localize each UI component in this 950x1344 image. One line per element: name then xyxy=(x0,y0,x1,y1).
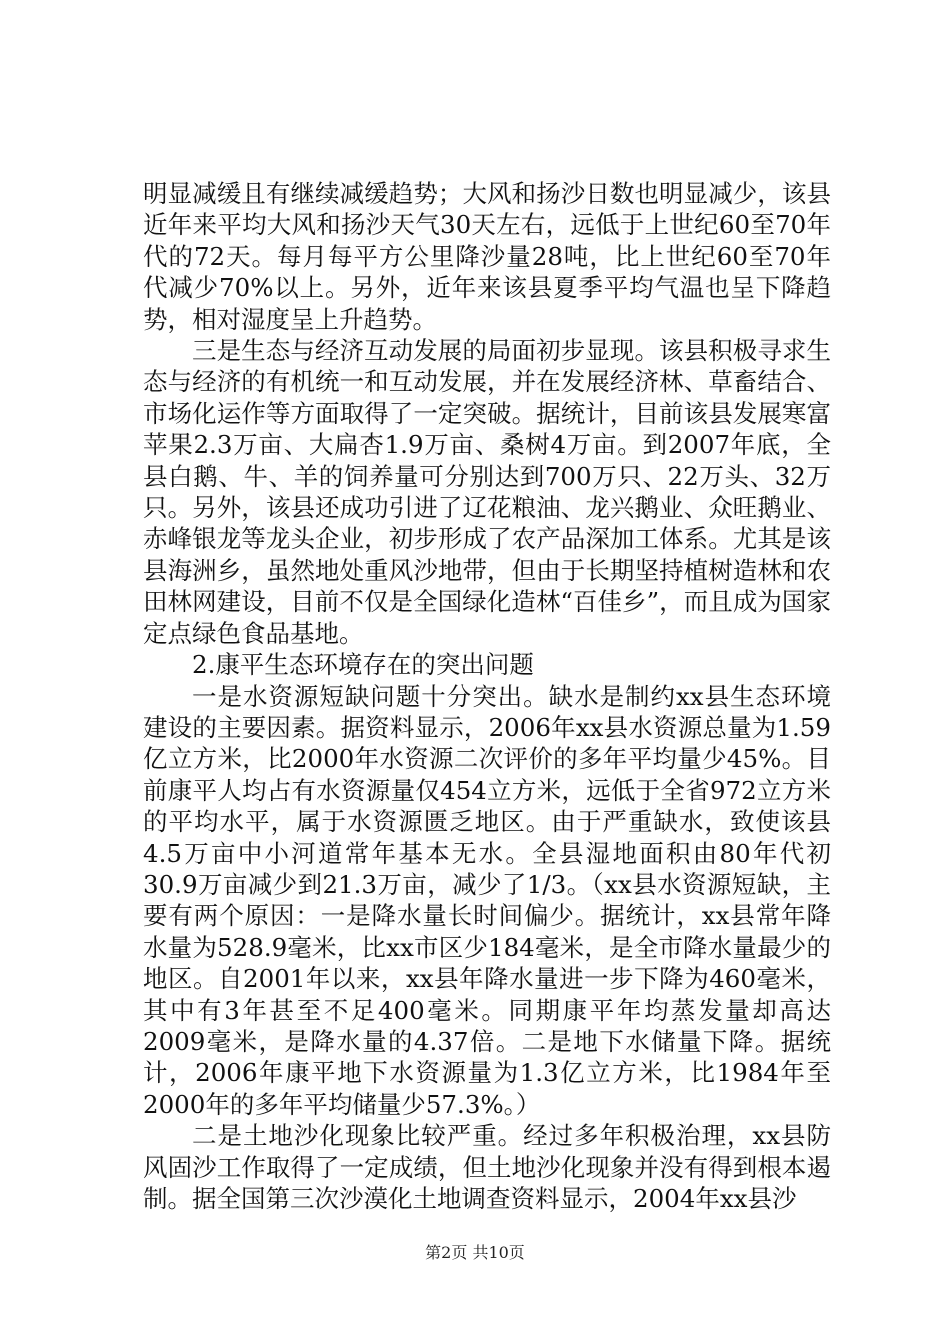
paragraph-continuation: 明显减缓且有继续减缓趋势；大风和扬沙日数也明显减少，该县近年来平均大风和扬沙天气30天左右，远低于上世纪60至70年代的72天。每月每平方公里降沙量28吨，比上世纪60至70年代减少70%以上。另外，近年来该县夏季平均气温也呈下降趋势，相对湿度呈上升趋势。 xyxy=(143,179,831,334)
document-body xyxy=(143,178,831,1214)
paragraph-water-shortage: 一是水资源短缺问题十分突出。缺水是制约xx县生态环境建设的主要因素。据资料显示，2006年xx县水资源总量为1.59亿立方米，比2000年水资源二次评价的多年平均量少45%。目前康平人均占有水资源量仅454立方米，远低于全省972立方米的平均水平，属于水资源匮乏地区。由于严重缺水，致使该县4.5万亩中小河道常年基本无水。全县湿地面积由80年代初30.9万亩减少到21.3万亩，减少了1/3。（xx县水资源短缺，主要有两个原因：一是降水量长时间偏少。据统计，xx县常年降水量为528.9毫米，比xx市区少184毫米，是全市降水量最少的地区。自2001年以来，xx县年降水量进一步下降为460毫米，其中有3年甚至不足400毫米。同期康平年均蒸发量却高达2009毫米，是降水量的4.37倍。二是地下水储量下降。据统计，2006年康平地下水资源量为1.3亿立方米，比1984年至2000年的多年平均储量少57.3%。） xyxy=(143,681,831,1119)
section-heading: 2.康平生态环境存在的突出问题 xyxy=(192,650,534,680)
paragraph-desertification: 二是土地沙化现象比较严重。经过多年积极治理，xx县防风固沙工作取得了一定成绩，但土地沙化现象并没有得到根本遏制。据全国第三次沙漠化土地调查资料显示，2004年xx县沙 xyxy=(143,1121,831,1213)
page-footer: 第2页 共10页 xyxy=(425,1243,525,1262)
paragraph-ecology-economy: 三是生态与经济互动发展的局面初步显现。该县积极寻求生态与经济的有机统一和互动发展，并在发展经济林、草畜结合、市场化运作等方面取得了一定突破。据统计，目前该县发展寒富苹果2.3万亩、大扁杏1.9万亩、桑树4万亩。到2007年底，全县白鹅、牛、羊的饲养量可分别达到700万只、22万头、32万只。另外，该县还成功引进了辽花粮油、龙兴鹅业、众旺鹅业、赤峰银龙等龙头企业，初步形成了农产品深加工体系。尤其是该县海洲乡，虽然地处重风沙地带，但由于长期坚持植树造林和农田林网建设，目前不仅是全国绿化造林“百佳乡”，而且成为国家定点绿色食品基地。 xyxy=(143,336,831,648)
